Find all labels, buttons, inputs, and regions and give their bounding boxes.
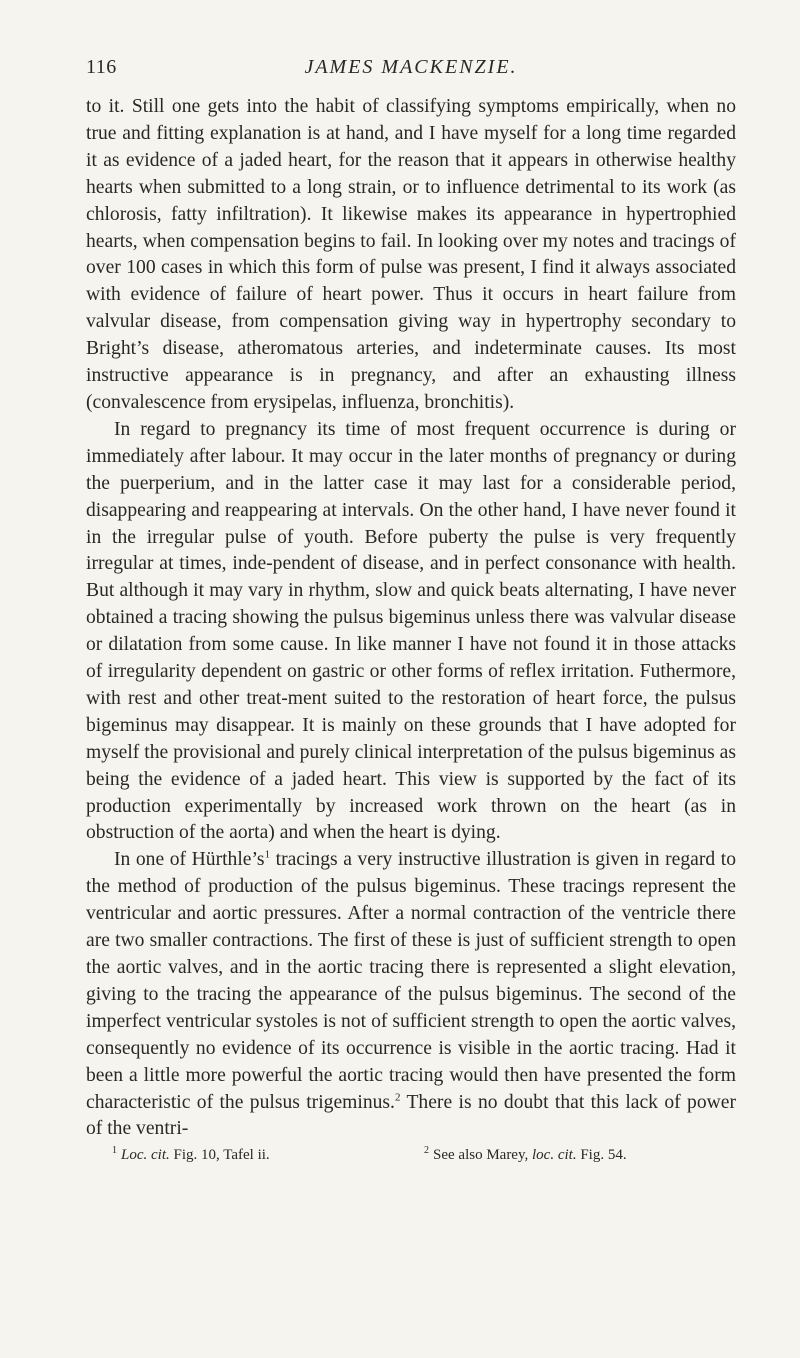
paragraph-3-text-b: tracings a very instructive illustration is given in regard to the method of production of the pulsus bigeminus. These tracings represent the ventricular and aortic pressures. After a normal contraction of the ventricle there are two smaller contractions. The first of these is just of sufficient strength to open the aortic valves, and in the aortic tracing there is represented a slight elevation, giving to the tracing the appearance of the pulsus bigeminus. The second of the imperfect ventricular systoles is not of sufficient strength to open the aortic valves, consequently no evidence of its occurrence is visible in the aortic tracing. Had it been a little more powerful the aortic tracing would then have presented the form characteristic of the pulsus trigeminus.	[86, 849, 736, 1113]
paragraph-3-text-c: There is no doubt that this lack of power of the ventri-	[86, 1091, 736, 1140]
paragraph-1: to it. Still one gets into the habit of classifying symptoms empirically, when no true and fitting explanation is at hand, and I have myself for a long time regarded it as evidence of a jaded heart, for the reason that it appears in otherwise healthy hearts when submitted to a long strain, or to influence detrimental to its work (as chlorosis, fatty infiltration). It likewise makes its appearance in hypertrophied hearts, when compensation begins to fail. In looking over my notes and tracings of over 100 cases in which this form of pulse was present, I find it always associated with evidence of failure of heart power. Thus it occurs in heart failure from valvular disease, from compensation giving way in hypertrophy secondary to Bright’s disease, atheromatous arteries, and indeterminate causes. Its most instructive appearance is in pregnancy, and after an exhausting illness (convalescence from erysipelas, influenza, bronchitis).	[86, 96, 736, 413]
paragraph-3	[86, 847, 736, 1143]
footnote-2-prefix: See also Marey,	[433, 1147, 532, 1164]
footnote-1-mark: 1	[112, 1145, 117, 1157]
footnote-2-italic: loc. cit.	[532, 1147, 577, 1164]
body-text	[86, 94, 736, 1143]
footnote-2-mark: 2	[424, 1145, 429, 1157]
footnote-1-text: Fig. 10, Tafel ii.	[169, 1147, 270, 1164]
footnote-1-italic: Loc. cit.	[121, 1147, 170, 1164]
footnote-1	[112, 1145, 424, 1165]
page-number: 116	[86, 56, 117, 78]
footnote-ref-2: 2	[394, 1091, 401, 1103]
running-head	[86, 56, 736, 94]
footnote-ref-1: 1	[264, 848, 271, 861]
paragraph-3-text-a: In one of Hürthle’s	[114, 849, 265, 871]
footnote-2	[424, 1145, 736, 1165]
paragraph-2: In regard to pregnancy its time of most frequent occurrence is during or immediately after labour. It may occur in the later months of pregnancy or during the puerperium, and in the latter case it may last for a considerable period, disappearing and reappearing at intervals. On the other hand, I have never found it in the irregular pulse of youth. Before puberty the pulse is very frequently irregular at times, inde-pendent of disease, and in perfect consonance with health. But although it may vary in rhythm, slow and quick beats alternating, I have never obtained a tracing showing the pulsus bigeminus unless there was valvular disease or dilatation from some cause. In like manner I have not found it in those attacks of irregularity dependent on gastric or other forms of reflex irritation. Futhermore, with rest and other treat-ment suited to the restoration of heart force, the pulsus bigeminus may disappear. It is mainly on these grounds that I have adopted for myself the provisional and purely clinical interpretation of the pulsus bigeminus as being the evidence of a jaded heart. This view is supported by the fact of its production experimentally by increased work thrown on the heart (as in obstruction of the aorta) and when the heart is dying.	[86, 418, 736, 844]
footnote-2-text: Fig. 54.	[576, 1147, 627, 1164]
footnotes	[86, 1145, 736, 1165]
running-title: JAMES MACKENZIE.	[304, 56, 518, 78]
